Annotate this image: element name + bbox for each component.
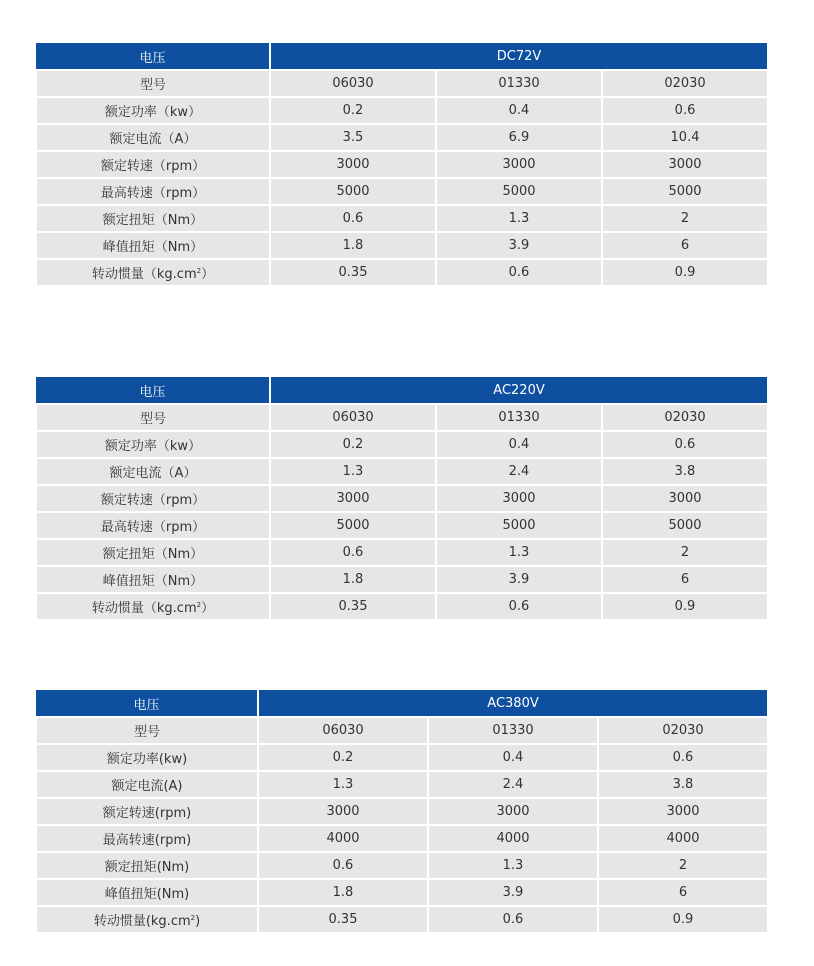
value-cell: 1.3 xyxy=(270,458,436,485)
value-cell: 3000 xyxy=(598,798,768,825)
row-label: 峰值扭矩（Nm） xyxy=(36,566,270,593)
value-cell: 0.6 xyxy=(602,431,768,458)
value-cell: 2.4 xyxy=(428,771,598,798)
value-cell: 6.9 xyxy=(436,124,602,151)
value-cell: 0.4 xyxy=(436,431,602,458)
value-cell: 1.3 xyxy=(436,539,602,566)
table-row xyxy=(36,852,768,879)
table-row xyxy=(36,879,768,906)
row-label: 峰值扭矩（Nm） xyxy=(36,232,270,259)
value-cell: 1.8 xyxy=(270,232,436,259)
model-cell: 02030 xyxy=(602,70,768,97)
voltage-value: AC220V xyxy=(270,377,768,404)
value-cell: 3000 xyxy=(270,151,436,178)
value-cell: 3000 xyxy=(270,485,436,512)
inertia-label xyxy=(36,906,258,933)
value-cell: 0.35 xyxy=(270,259,436,286)
value-cell: 0.6 xyxy=(258,852,428,879)
value-cell: 6 xyxy=(598,879,768,906)
inertia-label-sup: 2 xyxy=(196,601,202,609)
value-cell: 3000 xyxy=(436,151,602,178)
table-row xyxy=(36,771,768,798)
value-cell: 0.35 xyxy=(270,593,436,620)
model-label: 型号 xyxy=(36,404,270,431)
value-cell: 3000 xyxy=(436,485,602,512)
inertia-label-sup: 2 xyxy=(196,267,202,275)
value-cell: 1.8 xyxy=(258,879,428,906)
value-cell: 0.9 xyxy=(598,906,768,933)
value-cell: 5000 xyxy=(602,178,768,205)
table-row xyxy=(36,798,768,825)
value-cell: 5000 xyxy=(436,178,602,205)
inertia-label-main: 转动惯量（kg.cm xyxy=(91,601,197,616)
inertia-label-main: 转动惯量（kg.cm xyxy=(91,267,197,282)
table-row xyxy=(36,906,768,933)
table-row xyxy=(36,512,768,539)
value-cell: 0.6 xyxy=(428,906,598,933)
spec-table-ac220v xyxy=(35,377,769,621)
row-label: 额定功率（kw） xyxy=(36,97,270,124)
table-row xyxy=(36,431,768,458)
model-cell: 02030 xyxy=(598,717,768,744)
voltage-value: DC72V xyxy=(270,43,768,70)
table-header-row xyxy=(36,690,768,717)
inertia-label-end: ） xyxy=(201,601,215,616)
value-cell: 3000 xyxy=(428,798,598,825)
value-cell: 5000 xyxy=(602,512,768,539)
table-row xyxy=(36,566,768,593)
value-cell: 2.4 xyxy=(436,458,602,485)
value-cell: 3.8 xyxy=(602,458,768,485)
model-label: 型号 xyxy=(36,70,270,97)
inertia-label xyxy=(36,259,270,286)
table-header-row xyxy=(36,43,768,70)
spec-table-dc72v xyxy=(35,43,769,287)
model-label: 型号 xyxy=(36,717,258,744)
value-cell: 3000 xyxy=(258,798,428,825)
table-row xyxy=(36,205,768,232)
value-cell: 10.4 xyxy=(602,124,768,151)
row-label: 额定电流（A） xyxy=(36,124,270,151)
voltage-label: 电压 xyxy=(36,43,270,70)
inertia-label-sup: 2 xyxy=(190,914,196,922)
value-cell: 5000 xyxy=(436,512,602,539)
table-row xyxy=(36,70,768,97)
value-cell: 5000 xyxy=(270,178,436,205)
row-label: 最高转速(rpm) xyxy=(36,825,258,852)
model-cell: 01330 xyxy=(428,717,598,744)
row-label: 峰值扭矩(Nm) xyxy=(36,879,258,906)
inertia-label xyxy=(36,593,270,620)
table-row xyxy=(36,404,768,431)
value-cell: 0.2 xyxy=(270,431,436,458)
row-label: 额定扭矩（Nm） xyxy=(36,205,270,232)
table-row xyxy=(36,825,768,852)
value-cell: 4000 xyxy=(598,825,768,852)
model-cell: 06030 xyxy=(258,717,428,744)
table-row xyxy=(36,178,768,205)
row-label: 额定电流（A） xyxy=(36,458,270,485)
row-label: 额定功率(kw) xyxy=(36,744,258,771)
value-cell: 3.5 xyxy=(270,124,436,151)
row-label: 额定电流(A) xyxy=(36,771,258,798)
value-cell: 2 xyxy=(602,539,768,566)
value-cell: 3.8 xyxy=(598,771,768,798)
value-cell: 1.3 xyxy=(428,852,598,879)
value-cell: 3000 xyxy=(602,485,768,512)
table-row xyxy=(36,458,768,485)
inertia-label-end: ) xyxy=(195,914,201,929)
table-row xyxy=(36,744,768,771)
value-cell: 0.6 xyxy=(602,97,768,124)
table-row xyxy=(36,232,768,259)
value-cell: 0.35 xyxy=(258,906,428,933)
value-cell: 1.3 xyxy=(436,205,602,232)
table-row xyxy=(36,485,768,512)
value-cell: 3.9 xyxy=(436,232,602,259)
table-row xyxy=(36,97,768,124)
model-cell: 06030 xyxy=(270,404,436,431)
table-row xyxy=(36,539,768,566)
row-label: 额定扭矩（Nm） xyxy=(36,539,270,566)
value-cell: 3000 xyxy=(602,151,768,178)
inertia-label-main: 转动惯量(kg.cm xyxy=(93,914,191,929)
value-cell: 0.4 xyxy=(428,744,598,771)
value-cell: 0.4 xyxy=(436,97,602,124)
table-row xyxy=(36,593,768,620)
row-label: 额定功率（kw） xyxy=(36,431,270,458)
voltage-label: 电压 xyxy=(36,690,258,717)
value-cell: 1.8 xyxy=(270,566,436,593)
value-cell: 0.6 xyxy=(270,539,436,566)
voltage-label: 电压 xyxy=(36,377,270,404)
voltage-value: AC380V xyxy=(258,690,768,717)
table-header-row xyxy=(36,377,768,404)
row-label: 额定转速(rpm) xyxy=(36,798,258,825)
value-cell: 1.3 xyxy=(258,771,428,798)
row-label: 额定转速（rpm） xyxy=(36,485,270,512)
value-cell: 0.9 xyxy=(602,593,768,620)
row-label: 额定扭矩(Nm) xyxy=(36,852,258,879)
value-cell: 2 xyxy=(598,852,768,879)
value-cell: 2 xyxy=(602,205,768,232)
inertia-label-end: ） xyxy=(201,267,215,282)
value-cell: 0.6 xyxy=(436,259,602,286)
value-cell: 0.6 xyxy=(436,593,602,620)
table-row xyxy=(36,259,768,286)
value-cell: 4000 xyxy=(428,825,598,852)
value-cell: 6 xyxy=(602,232,768,259)
row-label: 最高转速（rpm） xyxy=(36,178,270,205)
table-row xyxy=(36,717,768,744)
value-cell: 0.6 xyxy=(598,744,768,771)
model-cell: 01330 xyxy=(436,404,602,431)
value-cell: 0.9 xyxy=(602,259,768,286)
value-cell: 0.2 xyxy=(270,97,436,124)
model-cell: 01330 xyxy=(436,70,602,97)
value-cell: 0.6 xyxy=(270,205,436,232)
row-label: 最高转速（rpm） xyxy=(36,512,270,539)
value-cell: 6 xyxy=(602,566,768,593)
table-row xyxy=(36,151,768,178)
value-cell: 3.9 xyxy=(436,566,602,593)
value-cell: 3.9 xyxy=(428,879,598,906)
value-cell: 0.2 xyxy=(258,744,428,771)
row-label: 额定转速（rpm） xyxy=(36,151,270,178)
table-row xyxy=(36,124,768,151)
spec-table-ac380v xyxy=(35,690,769,934)
model-cell: 02030 xyxy=(602,404,768,431)
value-cell: 4000 xyxy=(258,825,428,852)
value-cell: 5000 xyxy=(270,512,436,539)
model-cell: 06030 xyxy=(270,70,436,97)
